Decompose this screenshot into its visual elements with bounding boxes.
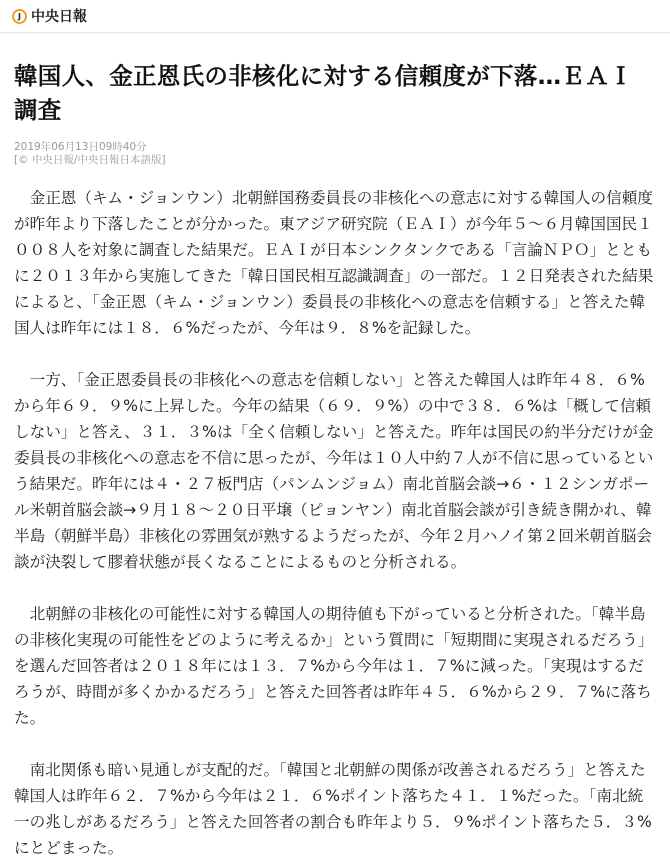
article-paragraph: 一方、「金正恩委員長の非核化への意志を信頼しない」と答えた韓国人は昨年４８．６%から年６９．９%に上昇した。今年の結果（６９．９%）の中で３８．６%は「概して信頼しない」と答え、３１．３%は「全く信頼しない」と答えた。昨年は国民の約半分だけが金委員長の非核化への意志を不信に思ったが、今年は１０人中約７人が不信に思っているという結果だ。昨年には４・２７板門店（パンムンジョム）南北首脳会談→６・１２シンガポール米朝首脳会談→９月１８～２０日平壌（ピョンヤン）南北首脳会談が引き続き開かれ、韓半島（朝鮮半島）非核化の雰囲気が熟するようだったが、今年２月ハノイ第２回米朝首脳会談が決裂して膠着状態が長くなることによるものと分析される。 (14, 371, 654, 571)
article-paragraph: 金正恩（キム・ジョンウン）北朝鮮国務委員長の非核化への意志に対する韓国人の信頼度が昨年より下落したことが分かった。東アジア研究院（ＥＡＩ）が今年５～６月韓国国民１００８人を対象に調査した結果だ。ＥＡＩが日本シンクタンクである「言論ＮＰＯ」とともに２０１３年から実施してきた「韓日国民相互認識調査」の一部だ。１２日発表された結果によると、「金正恩（キム・ジョンウン）委員長の非核化への意志を信頼する」と答えた韓国人は昨年には１８．６%だったが、今年は９．８%を記録した。 (14, 189, 654, 337)
article-datetime: 2019年06月13日09時40分 (14, 141, 147, 153)
logo-icon: J (12, 9, 27, 24)
site-header (0, 0, 670, 33)
article-meta (14, 141, 656, 167)
article-paragraph: 南北関係も暗い見通しが支配的だ。「韓国と北朝鮮の関係が改善されるだろう」と答えた韓国人は昨年６２．７%から今年は２１．６%ポイント落ちた４１．１%だった。「南北統一の兆しがあるだろう」と答えた回答者の割合も昨年より５．９%ポイント落ちた５．３%にとどまった。 (14, 761, 652, 857)
article-body (14, 185, 655, 861)
article-credit: [© 中央日報/中央日報日本語版] (14, 154, 166, 166)
article-title: 韓国人、金正恩氏の非核化に対する信頼度が下落…ＥＡＩ調査 (14, 62, 633, 124)
logo-text: 中央日報 (31, 9, 87, 25)
article-paragraph: 北朝鮮の非核化の可能性に対する韓国人の期待値も下がっていると分析された。「韓半島の非核化実現の可能性をどのように考えるか」という質問に「短期間に実現されるだろう」を選んだ回答者は２０１８年には１３．７%から今年は１．７%に減った。「実現はするだろうが、時間が多くかかるだろう」と答えた回答者は昨年４５．６%から２９．７%に落ちた。 (14, 605, 654, 727)
logo-link[interactable] (12, 6, 87, 26)
